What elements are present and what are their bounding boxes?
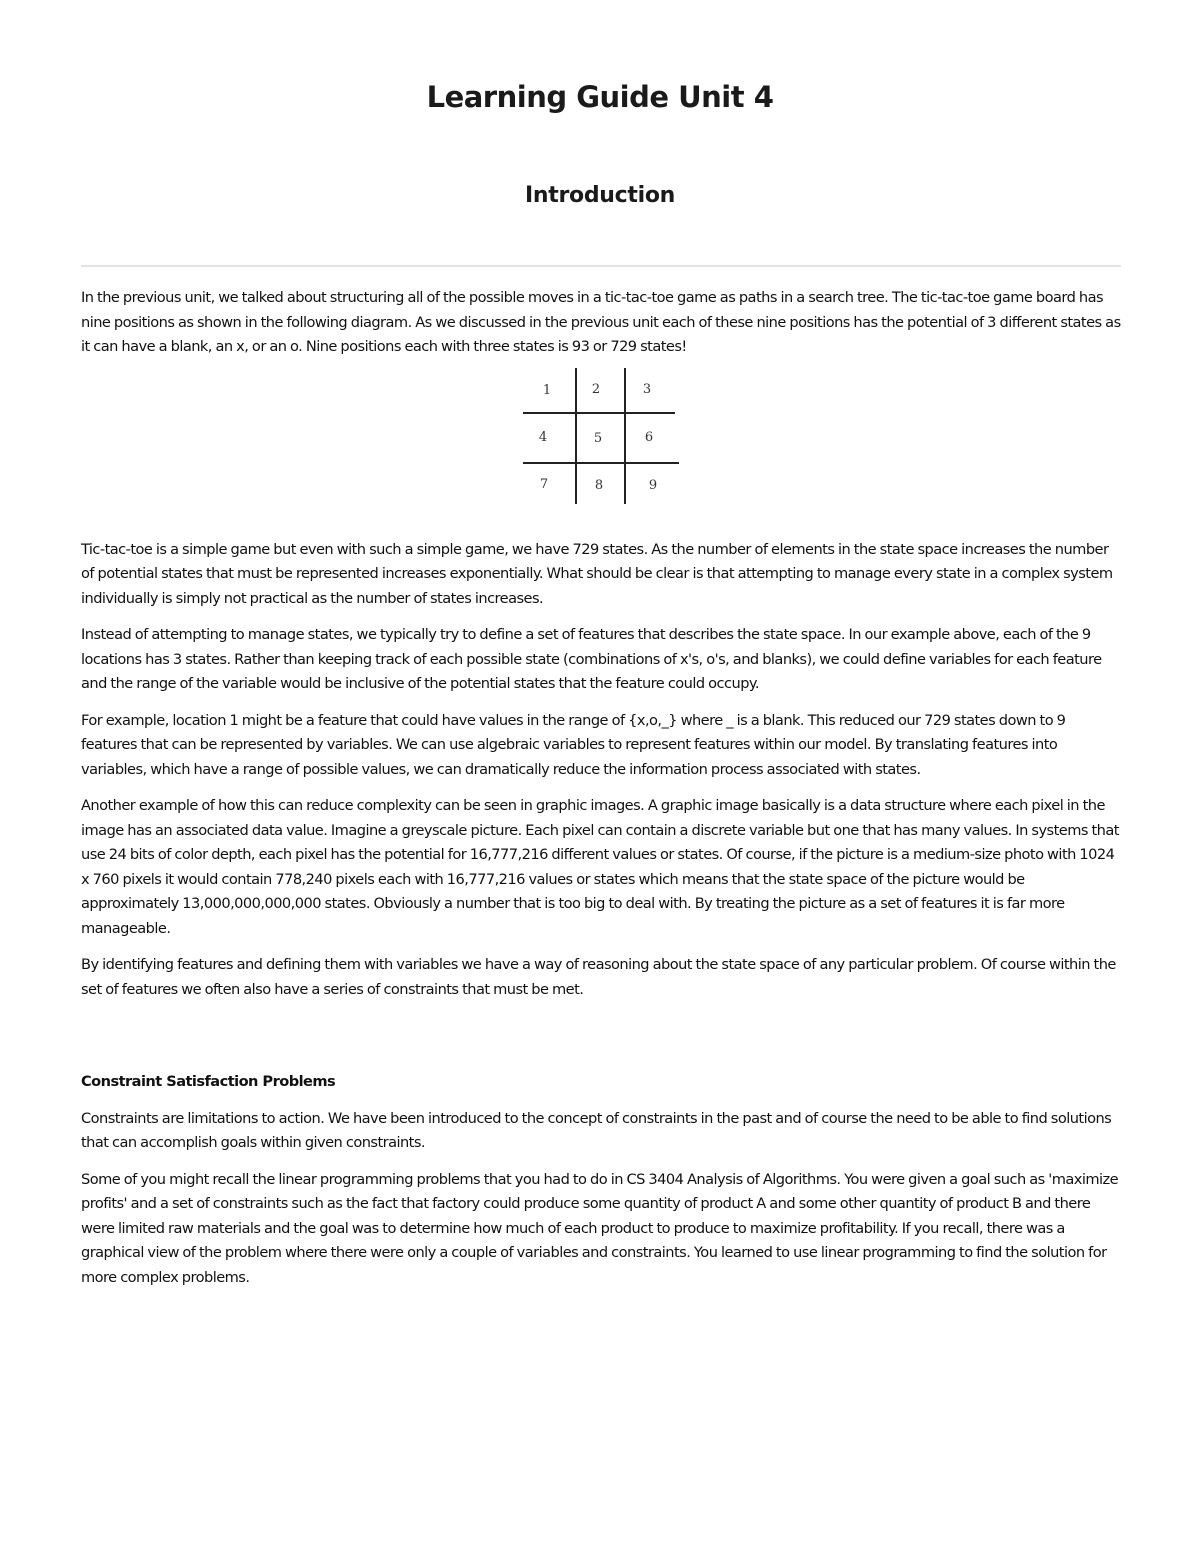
grid-cell-8: 8 (594, 477, 604, 493)
grid-cell-4: 4 (538, 429, 548, 445)
paragraph-tic-tac-toe-states: Tic-tac-toe is a simple game but even with such a simple game, we have 729 states. As the number of elements in the state space increases the number of potential states that must be represented increases exponentially. What should be clear is that attempting to manage every state in a complex system individually is simply not practical as the number of states increases. (81, 540, 1113, 607)
grid-cell-1: 1 (542, 382, 552, 398)
subheading-constraint-satisfaction: Constraint Satisfaction Problems (81, 1073, 336, 1090)
page-title: Learning Guide Unit 4 (426, 80, 774, 114)
tic-tac-toe-grid (519, 368, 689, 504)
paragraph-linear-programming: Some of you might recall the linear programming problems that you had to do in CS 3404 Analysis of Algorithms. You were given a goal such as 'maximize profits' and a set of constraints such as the fact that factory could produce some quantity of product A and some other quantity of product B and there were limited raw materials and the goal was to determine how much of each product to produce to maximize profitability. If you recall, there was a graphical view of the problem where there were only a couple of variables and constraints. You learned to use linear programming to find the solution for more complex problems. (81, 1170, 1119, 1286)
section-divider (81, 265, 1121, 267)
section-title-introduction: Introduction (524, 183, 675, 208)
tic-tac-toe-diagram (81, 360, 1121, 538)
grid-cell-6: 6 (644, 429, 654, 445)
grid-cell-5: 5 (593, 430, 603, 446)
paragraph-example-location: For example, location 1 might be a feature that could have values in the range of {x,o,_} where _ is a blank. This reduced our 729 states down to 9 features that can be represented by variables. We can use algebraic variables to represent features within our model. By translating features into variables, which have a range of possible values, we can dramatically reduce the information process associated with states. (81, 711, 1066, 778)
document-body (81, 286, 1121, 1302)
paragraph-intro: In the previous unit, we talked about structuring all of the possible moves in a tic-tac-toe game as paths in a search tree. The tic-tac-toe game board has nine positions as shown in the following diagram. As we discussed in the previous unit each of these nine positions has the potential of 3 different states as it can have a blank, an x, or an o. Nine positions each with three states is 93 or 729 states! (81, 289, 1121, 355)
section-spacer (81, 1014, 1121, 1070)
grid-cell-9: 9 (648, 477, 658, 493)
grid-cell-7: 7 (539, 476, 549, 492)
grid-cell-2: 2 (591, 381, 601, 397)
paragraph-constraints-definition: Constraints are limitations to action. We have been introduced to the concept of constraints in the past and of course the need to be able to find solutions that can accomplish goals within given constraints. (81, 1109, 1112, 1151)
grid-cell-3: 3 (642, 381, 652, 397)
paragraph-graphic-images: Another example of how this can reduce complexity can be seen in graphic images. A graphic image basically is a data structure where each pixel in the image has an associated data value. Imagine a greyscale picture. Each pixel can contain a discrete variable but one that has many values. In systems that use 24 bits of color depth, each pixel has the potential for 16,777,216 different values or states. Of course, if the picture is a medium-size photo with 1024 x 760 pixels it would contain 778,240 pixels each with 16,777,216 values or states which means that the state space of the picture would be approximately 13,000,000,000,000 states. Obviously a number that is too big to deal with. By treating the picture as a set of features it is far more manageable. (81, 797, 1119, 937)
paragraph-features: Instead of attempting to manage states, we typically try to define a set of features that describes the state space. In our example above, each of the 9 locations has 3 states. Rather than keeping track of each possible state (combinations of x's, o's, and blanks), we could define variables for each feature and the range of the variable would be inclusive of the potential states that the feature could occupy. (81, 626, 1102, 692)
paragraph-identifying-features: By identifying features and defining them with variables we have a way of reasoning about the state space of any particular problem. Of course within the set of features we often also have a series of constraints that must be met. (81, 956, 1116, 998)
